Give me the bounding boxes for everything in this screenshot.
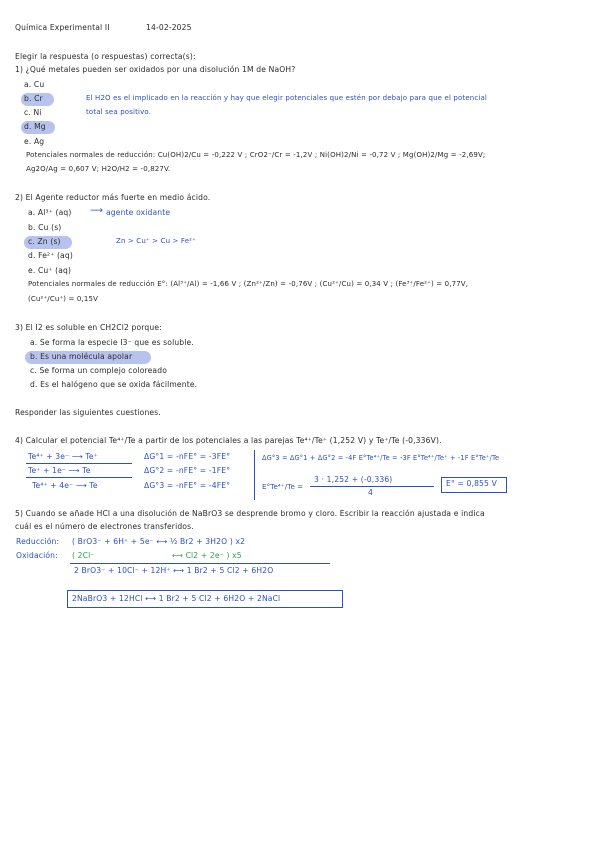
q4-denominator: 4 [368, 488, 373, 497]
q4-divider [254, 450, 255, 500]
q1-potentials-line1: Potenciales normales de reducción: Cu(OH)2/Cu = -0,222 V ; CrO2⁻/Cr = -1,2V ; Ni(OH)2/Ni = -0,72 V ; Mg(OH)2/Mg = -2,69V; [26, 151, 486, 159]
q4-sum-equation: ΔG°3 = ΔG°1 + ΔG°2 = -4F E°Te⁴⁺/Te = -3F E°Te⁴⁺/Te⁺ + -1F E°Te⁺/Te [262, 454, 500, 462]
doc-date: 14-02-2025 [146, 23, 192, 32]
q4-result: E° = 0,855 V [446, 479, 497, 488]
q1-option-c: c. Ni [24, 108, 42, 117]
q5-sum-eq: 2 BrO3⁻ + 10Cl⁻ + 12H⁺ ⟷ 1 Br2 + 5 Cl2 + 6H2O [74, 566, 274, 575]
q5-oxidation-eq-right: ⟷ Cl2 + 2e⁻ ) x5 [172, 551, 242, 560]
q2-option-c: c. Zn (s) [28, 237, 61, 246]
q2-option-d: d. Fe²⁺ (aq) [28, 251, 73, 260]
q2-order-note: Zn > Cu⁺ > Cu > Fe²⁺ [116, 237, 196, 245]
q2-option-a: a. Al³⁺ (aq) [28, 208, 72, 217]
q4-reaction-2-underline [26, 477, 132, 478]
q1-option-a: a. Cu [24, 80, 45, 89]
q3-option-a: a. Se forma la especie I3⁻ que es soluble. [30, 338, 194, 347]
instructions: Elegir la respuesta (o respuestas) correcta(s): [15, 52, 196, 61]
doc-title: Química Experimental II [15, 23, 110, 32]
q4-reaction-1-underline [26, 463, 132, 464]
arrow-icon: ⟶ [90, 206, 104, 216]
q4-question: 4) Calcular el potencial Te⁴⁺/Te a partir de los potenciales a las parejas Te⁴⁺/Te⁺ (1,252 V) y Te⁺/Te (-0,336V). [15, 436, 442, 445]
q1-note-line2: total sea positivo. [86, 108, 152, 116]
q5-final-eq: 2NaBrO3 + 12HCl ⟷ 1 Br2 + 5 Cl2 + 6H2O + 2NaCl [72, 594, 281, 603]
section-heading: Responder las siguientes cuestiones. [15, 408, 161, 417]
q4-reaction-2: Te⁺ + 1e⁻ ⟶ Te [28, 466, 91, 475]
q1-option-e: e. Ag [24, 137, 45, 146]
q2-option-e: e. Cu⁺ (aq) [28, 266, 72, 275]
q2-arrow-note: agente oxidante [106, 208, 171, 217]
q2-potentials-line2: (Cu²⁺/Cu⁺) = 0,15V [28, 295, 99, 303]
q4-e-label: E°Te⁴⁺/Te = [262, 483, 304, 491]
q1-question: 1) ¿Qué metales pueden ser oxidados por una disolución 1M de NaOH? [15, 65, 296, 74]
q4-reaction-1: Te⁴⁺ + 3e⁻ ⟶ Te⁺ [28, 452, 98, 461]
q1-note-line1: El H2O es el implicado en la reacción y hay que elegir potenciales que estén por debajo para que el potencial [86, 94, 488, 102]
q4-gibbs-2: ΔG°2 = -nFE° = -1FE° [144, 466, 231, 475]
q5-question-line1: 5) Cuando se añade HCl a una disolución de NaBrO3 se desprende bromo y cloro. Escribir la reacción ajustada e indica [15, 509, 485, 518]
q2-potentials-line1: Potenciales normales de reducción E°: (Al³⁺/Al) = -1,66 V ; (Zn²⁺/Zn) = -0,76V ; (Cu²⁺/Cu) = 0,34 V ; (Fe³⁺/Fe²⁺) = 0,77V, [28, 280, 469, 288]
q4-fraction-bar [310, 486, 434, 487]
q5-oxidation-eq-left: ( 2Cl⁻ [72, 551, 95, 560]
q1-option-d: d. Mg [24, 122, 46, 131]
q4-reaction-3: Te⁴⁺ + 4e⁻ ⟶ Te [32, 481, 98, 490]
q5-reduction-label: Reducción: [16, 537, 60, 546]
q1-option-b: b. Cr [24, 94, 43, 103]
q5-oxidation-label: Oxidación: [16, 551, 58, 560]
q5-question-line2: cuál es el número de electrones transferidos. [15, 522, 194, 531]
q4-gibbs-3: ΔG°3 = -nFE° = -4FE° [144, 481, 231, 490]
q3-option-d: d. Es el halógeno que se oxida fácilmente. [30, 380, 198, 389]
q2-question: 2) El Agente reductor más fuerte en medio ácido. [15, 193, 211, 202]
q4-numerator: 3 · 1,252 + (-0,336) [314, 475, 393, 484]
q1-potentials-line2: Ag2O/Ag = 0,607 V; H2O/H2 = -0,827V. [26, 165, 171, 173]
q4-gibbs-1: ΔG°1 = -nFE° = -3FE° [144, 452, 231, 461]
q3-question: 3) El I2 es soluble en CH2Cl2 porque: [15, 323, 162, 332]
q5-reduction-eq: ( BrO3⁻ + 6H⁺ + 5e⁻ ⟷ ½ Br2 + 3H2O ) x2 [72, 537, 246, 546]
q2-option-b: b. Cu (s) [28, 223, 62, 232]
q3-option-c: c. Se forma un complejo coloreado [30, 366, 167, 375]
q5-sum-line [70, 563, 330, 564]
q3-option-b: b. Es una molécula apolar [30, 352, 133, 361]
